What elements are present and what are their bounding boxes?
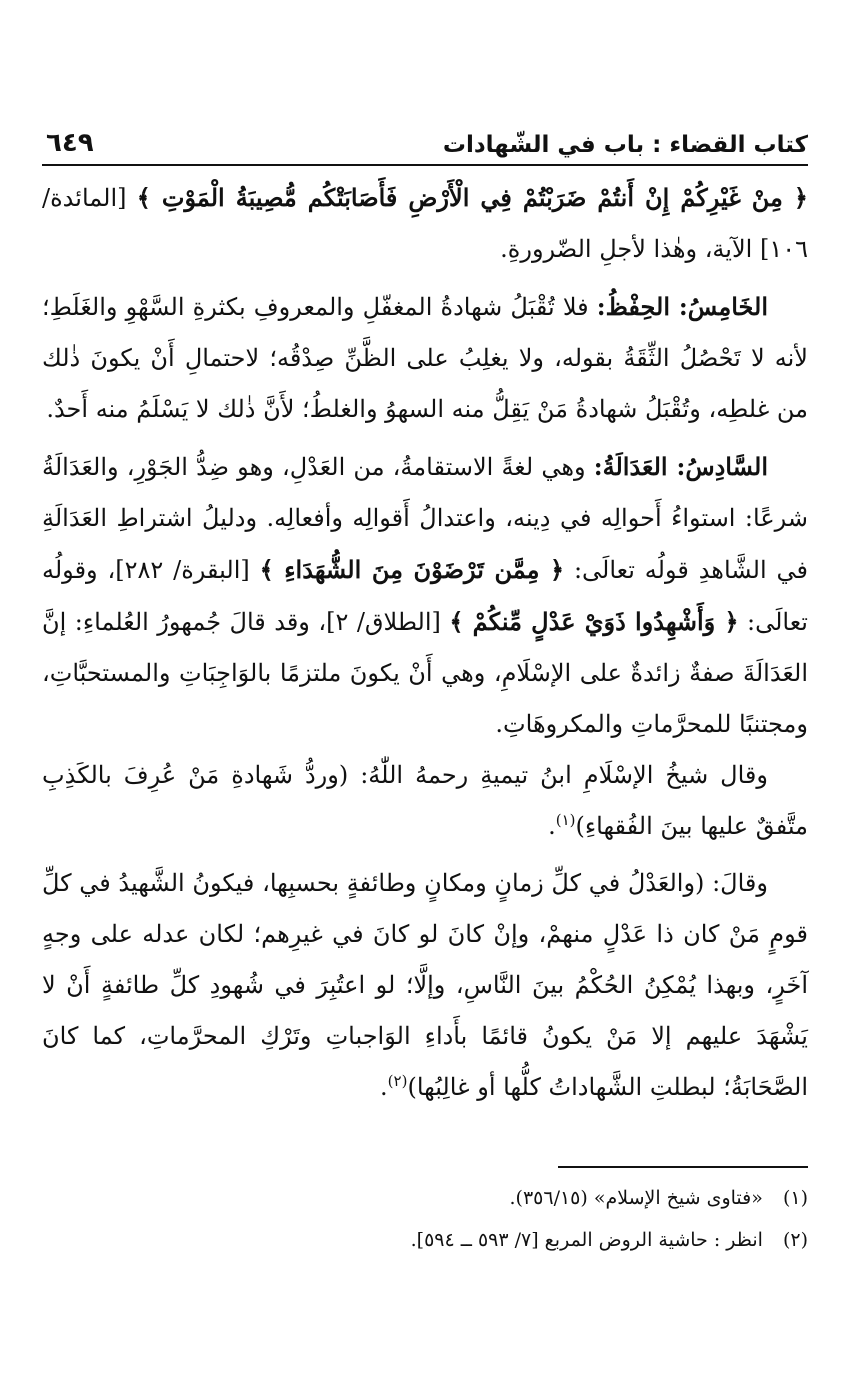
running-title: كتاب القضاء : باب في الشّهادات <box>442 132 808 158</box>
paragraph-continuation <box>42 172 808 275</box>
footnote-text: انظر : حاشية الروض المربع [٧/ ٥٩٣ ــ ٥٩٤]. <box>410 1229 763 1251</box>
footnote-divider <box>558 1166 808 1168</box>
paragraph-end: . <box>380 1073 388 1101</box>
page-header <box>42 104 808 166</box>
section-heading: السَّادِسُ: العَدَالَةُ: <box>593 452 769 481</box>
paragraph-text: [المائدة/ ١٠٦] الآية، وهٰذا لأجلِ الضّرورةِ. <box>42 184 808 263</box>
paragraph-text: وهي لغةً الاستقامةُ، من العَدْلِ، وهو ضِدُّ الجَوْرِ، والعَدَالَةُ شرعًا: استواءُ أَحوالِه في دِينه، واعتدالُ أَقوالِه وأفعالِه. ودليلُ اشتراطِ العَدَالَةِ في الشَّاهدِ قولُه تعالَى: <box>42 453 808 584</box>
paragraph-text: [البقرة/ ٢٨٢]، وقولُه تعالَى: <box>42 556 808 636</box>
footnote-number: (١) <box>782 1187 808 1209</box>
footnote-item <box>42 1219 808 1261</box>
footnote-marker[interactable]: (٢) <box>387 1072 408 1090</box>
quran-verse: ﴿ مِنْ غَيْرِكُمْ إِنْ أَنتُمْ ضَرَبْتُمْ فِي الْأَرْضِ فَأَصَابَتْكُم مُّصِيبَةُ الْمَوْتِ ﴾ <box>136 183 808 212</box>
paragraph-text: وقال شيخُ الإسْلَامِ ابنُ تيميةِ رحمهُ اللّٰهُ: (وردُّ شَهادةِ مَنْ عُرِفَ بالكَذِبِ متَّفقٌ عليها بينَ الفُقهاءِ) <box>42 761 808 840</box>
paragraph-text: [الطلاق/ ٢]، وقد قالَ جُمهورُ العُلماءِ: إنَّ العَدَالَةَ صفةٌ زائدةٌ على الإسْلَامِ، وهي أَنْ يكونَ ملتزمًا بالوَاجِبَاتِ والمستحبَّاتِ، ومجتنبًا للمحرَّماتِ والمكروهَاتِ. <box>42 608 808 738</box>
paragraph-sixth-condition <box>42 441 808 750</box>
paragraph-text: وقالَ: (والعَدْلُ في كلِّ زمانٍ ومكانٍ وطائفةٍ بحسبِها، فيكونُ الشَّهيدُ في كلِّ قومٍ مَنْ كان ذا عَدْلٍ منهمْ، وإنْ كانَ لو كانَ في غيرِهم؛ لكان عدله على وجهٍ آخَرٍ، وبهذا يُمْكِنُ الحُكْمُ بينَ النَّاسِ، وإلَّا؛ لو اعتُبِرَ في شُهودِ كلِّ طائفةٍ أَنْ لا يَشْهَدَ عليهم إلا مَنْ يكونُ قائمًا بأَداءِ الوَاجباتِ وتَرْكِ المحرَّماتِ، كما كانَ الصَّحَابَةُ؛ لبطلتِ الشَّهاداتُ كلُّها أو غالِبُها) <box>42 869 808 1101</box>
page-number: ٦٤٩ <box>46 128 94 158</box>
paragraph-fifth-condition <box>42 281 808 435</box>
quran-verse: ﴿ مِمَّن تَرْضَوْنَ مِنَ الشُّهَدَاءِ ﴾ <box>259 555 565 584</box>
paragraph-ibn-taymiyyah-quote <box>42 750 808 852</box>
quran-verse: ﴿ وَأَشْهِدُوا ذَوَيْ عَدْلٍ مِّنكُمْ ﴾ <box>449 607 739 636</box>
paragraph-text: فلا تُقْبَلُ شهادةُ المغفّلِ والمعروفِ بكثرةِ السَّهْوِ والغَلَطِ؛ لأنه لا تَحْصُلُ الثِّقَةُ بقوله، ولا يغلِبُ على الظَّنِّ صِدْقُه؛ لاحتمالِ أَنْ يكونَ ذٰلك من غلطِه، وتُقْبَلُ شهادةُ مَنْ يَقِلُّ منه السهوُ والغلطُ؛ لأَنَّ ذٰلك لا يَسْلَمُ منه أَحدٌ. <box>42 293 808 423</box>
paragraph-end: . <box>548 812 556 840</box>
footnote-item <box>42 1177 808 1219</box>
section-heading: الخَامِسُ: الحِفْظُ: <box>596 292 768 321</box>
main-text <box>42 172 808 1113</box>
footnote-text: «فتاوى شيخ الإسلام» (٣٥٦/١٥). <box>509 1187 763 1209</box>
footnote-marker[interactable]: (١) <box>555 811 576 829</box>
paragraph-justice-quote <box>42 858 808 1113</box>
footnotes <box>42 1177 808 1261</box>
footnote-number: (٢) <box>782 1229 808 1251</box>
